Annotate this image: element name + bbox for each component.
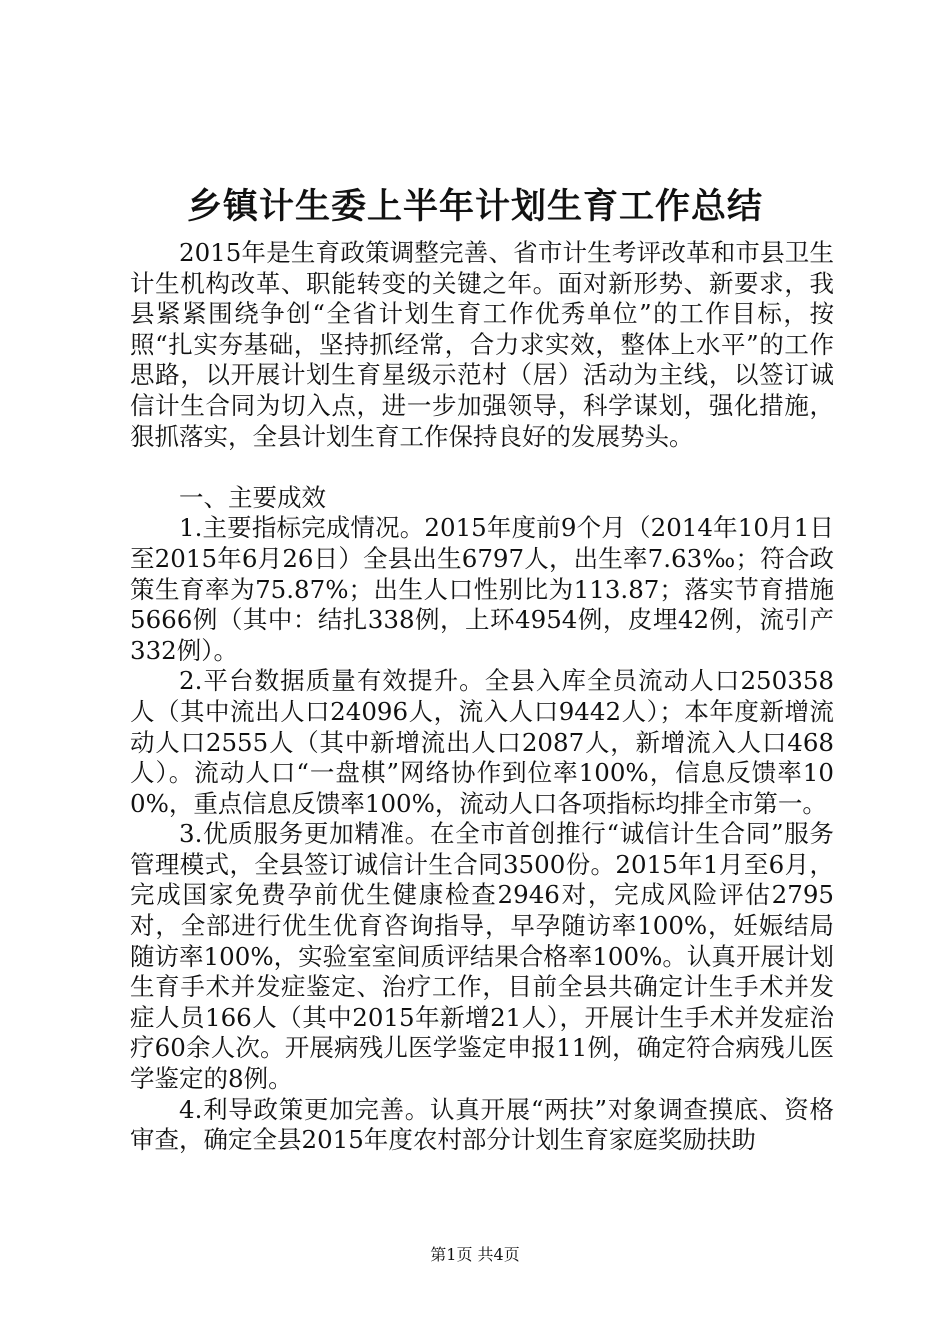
document-body [130, 238, 834, 1156]
page-number: 第1页 共4页 [430, 1245, 520, 1264]
list-item: 3.优质服务更加精准。在全市首创推行“诚信计生合同”服务管理模式，全县签订诚信计生合同3500份。2015年1月至6月，完成国家免费孕前优生健康检查2946对，完成风险评估2795对，全部进行优生优育咨询指导，早孕随访率100%，妊娠结局随访率100%，实验室室间质评结果合格率100%。认真开展计划生育手术并发症鉴定、治疗工作，目前全县共确定计生手术并发症人员166人（其中2015年新增21人），开展计生手术并发症治疗60余人次。开展病残儿医学鉴定申报11例，确定符合病残儿医学鉴定的8例。 [130, 819, 834, 1094]
intro-paragraph: 2015年是生育政策调整完善、省市计生考评改革和市县卫生计生机构改革、职能转变的关键之年。面对新形势、新要求，我县紧紧围绕争创“全省计划生育工作优秀单位”的工作目标，按照“扎实夯基础，坚持抓经常，合力求实效，整体上水平”的工作思路，以开展计划生育星级示范村（居）活动为主线，以签订诚信计生合同为切入点，进一步加强领导，科学谋划，强化措施，狠抓落实，全县计划生育工作保持良好的发展势头。 [130, 238, 834, 451]
list-item: 2.平台数据质量有效提升。全县入库全员流动人口250358人（其中流出人口24096人，流入人口9442人）；本年度新增流动人口2555人（其中新增流出人口2087人，新增流入人口468人）。流动人口“一盘棋”网络协作到位率100%，信息反馈率100%，重点信息反馈率100%，流动人口各项指标均排全市第一。 [130, 666, 834, 818]
list-item: 1.主要指标完成情况。2015年度前9个月（2014年10月1日至2015年6月26日）全县出生6797人，出生率7.63‰；符合政策生育率为75.87%；出生人口性别比为113.87；落实节育措施5666例（其中：结扎338例，上环4954例，皮埋42例，流引产332例）。 [130, 513, 834, 665]
section-heading: 一、主要成效 [179, 482, 326, 512]
document-title: 乡镇计生委上半年计划生育工作总结 [186, 186, 763, 227]
list-item: 4.利导政策更加完善。认真开展“两扶”对象调查摸底、资格审查，确定全县2015年度农村部分计划生育家庭奖励扶助 [130, 1094, 834, 1155]
